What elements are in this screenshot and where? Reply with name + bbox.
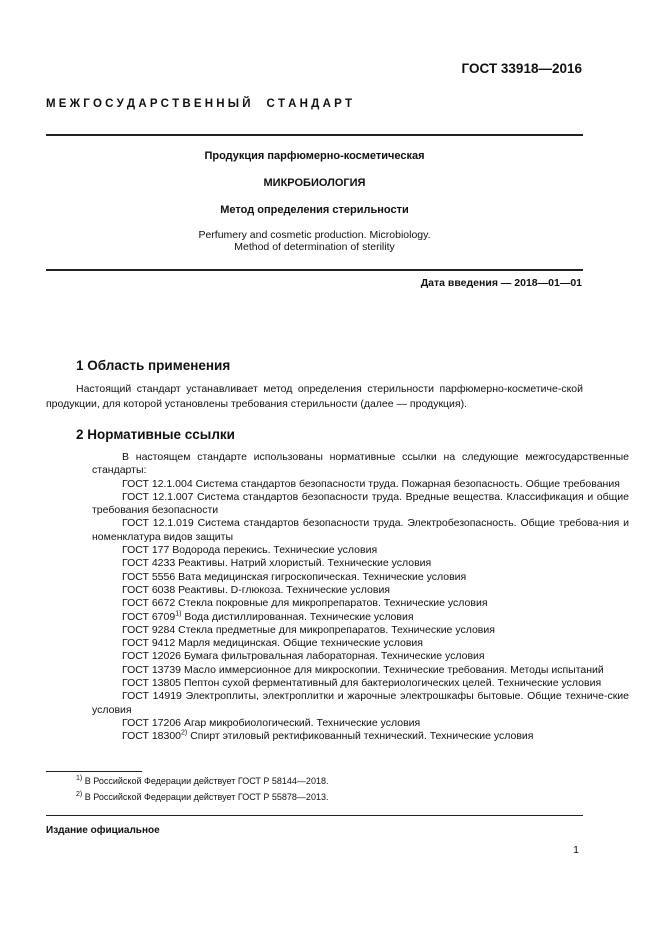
reference-code: ГОСТ 5556 (122, 570, 176, 583)
reference-title: Пептон сухой ферментативный для бактериологических целей. Технические условия (183, 677, 602, 690)
reference-item (92, 517, 629, 544)
reference-title: Бумага фильтровальная лабораторная. Технические условия (183, 650, 485, 663)
footer-divider (46, 815, 583, 816)
reference-title: Агар микробиологический. Технические условия (183, 716, 421, 729)
interstate-standard-banner: М Е Ж Г О С У Д А Р С Т В Е Н Н Ы Й С Т А Н Д А Р Т (46, 98, 352, 110)
reference-item (92, 690, 629, 717)
reference-title: Водорода перекись. Технические условия (172, 544, 378, 557)
reference-title: Система стандартов безопасности труда. Пожарная безопасность. Общие требования (195, 477, 620, 490)
reference-item (92, 677, 629, 690)
reference-item (92, 664, 629, 677)
reference-footnote-mark: 1) (175, 610, 182, 618)
reference-item (92, 557, 629, 570)
title-divider (46, 269, 583, 271)
title-english-line1: Perfumery and cosmetic production. Microbiology. (198, 229, 431, 241)
reference-code: ГОСТ 14919 (122, 690, 182, 703)
normative-references (46, 451, 630, 744)
reference-title: Реактивы. D-глюкоза. Технические условия (178, 583, 390, 596)
reference-item (92, 611, 629, 624)
reference-item (92, 597, 629, 610)
reference-title: Вата медицинская гигроскопическая. Технические условия (178, 570, 467, 583)
reference-code: ГОСТ 13805 (122, 677, 182, 690)
reference-title: Реактивы. Натрий хлористый. Технические условия (178, 557, 432, 570)
reference-code: ГОСТ 9412 (122, 637, 176, 650)
reference-code: ГОСТ 12.1.007 (122, 490, 194, 503)
reference-item (92, 650, 629, 663)
reference-title: Марля медицинская. Общие технические условия (178, 637, 423, 650)
reference-item (92, 730, 629, 743)
footnote-1-mark: 1) (76, 775, 83, 782)
reference-list (46, 477, 630, 744)
section-1-text: Настоящий стандарт устанавливает метод определения стерильности парфюмерно-косметиче-ской продукции, для которой установлены требования стерильности (далее — продукция). (46, 383, 583, 410)
reference-code: ГОСТ 18300 (122, 730, 182, 743)
reference-title: Система стандартов безопасности труда. Электробезопасность. Общие требова-ния и номенклатура видов защиты (92, 517, 629, 543)
standard-code: ГОСТ 33918—2016 (461, 61, 582, 76)
reference-title: Стекла покровные для микропрепаратов. Технические условия (178, 597, 488, 610)
reference-code: ГОСТ 177 (122, 544, 170, 557)
reference-title: Вода дистиллированная. Технические условия (184, 610, 414, 623)
reference-item (92, 624, 629, 637)
reference-code: ГОСТ 13739 (122, 663, 182, 676)
footnote-1-text: В Российской Федерации действует ГОСТ Р 58144—2018. (84, 776, 329, 786)
official-edition-label: Издание официальное (46, 825, 160, 836)
header-divider (46, 134, 583, 136)
footnote-2-text: В Российской Федерации действует ГОСТ Р 55878—2013. (84, 792, 329, 802)
reference-title: Стекла предметные для микропрепаратов. Технические условия (178, 623, 495, 636)
title-product: Продукция парфюмерно-косметическая (204, 150, 425, 162)
title-subject: МИКРОБИОЛОГИЯ (263, 177, 366, 189)
footnote-2 (76, 792, 328, 802)
section-2-heading: 2 Нормативные ссылки (76, 427, 235, 442)
footnote-2-mark: 2) (76, 791, 83, 798)
reference-footnote-mark: 2) (181, 729, 188, 737)
footnote-rule (46, 771, 142, 772)
reference-title: Электроплиты, электроплитки и жарочные электрошкафы бытовые. Общие техниче-ские условия (92, 690, 629, 716)
title-english-line2: Method of determination of sterility (234, 241, 395, 253)
page-number: 1 (573, 844, 579, 856)
reference-code: ГОСТ 12.1.019 (122, 517, 194, 530)
reference-title: Спирт этиловый ректификованный технический. Технические условия (190, 730, 534, 743)
reference-code: ГОСТ 12026 (122, 650, 182, 663)
reference-item (92, 571, 629, 584)
reference-title: Масло иммерсионное для микроскопии. Технические требования. Методы испытаний (183, 663, 604, 676)
reference-item (92, 584, 629, 597)
introduction-date: Дата введения — 2018—01—01 (420, 277, 582, 289)
reference-code: ГОСТ 4233 (122, 557, 176, 570)
reference-title: Система стандартов безопасности труда. Вредные вещества. Классификация и общие требования безопасности (92, 490, 630, 517)
reference-item (92, 478, 629, 491)
reference-item (92, 637, 629, 650)
reference-item (92, 491, 629, 518)
reference-code: ГОСТ 12.1.004 (122, 477, 193, 490)
reference-code: ГОСТ 17206 (122, 716, 182, 729)
reference-code: ГОСТ 6038 (122, 583, 176, 596)
reference-item (92, 717, 629, 730)
section-1-heading: 1 Область применения (76, 358, 231, 373)
footnote-1 (76, 776, 328, 786)
reference-item (92, 544, 629, 557)
reference-code: ГОСТ 6709 (122, 610, 176, 623)
reference-code: ГОСТ 9284 (122, 623, 176, 636)
references-intro: В настоящем стандарте использованы нормативные ссылки на следующие межгосударственные стандарты: (92, 451, 629, 477)
reference-code: ГОСТ 6672 (122, 597, 176, 610)
title-method: Метод определения стерильности (220, 204, 409, 216)
